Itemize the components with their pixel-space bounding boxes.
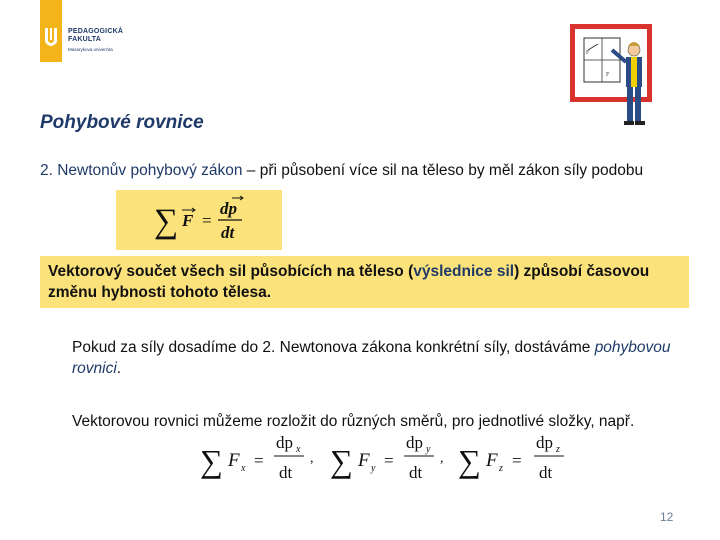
motion-equation-term: pohybovou rovnici [72, 339, 671, 377]
svg-text:∑: ∑ [154, 203, 179, 240]
svg-text:dp: dp [536, 433, 553, 452]
svg-text:F: F [228, 450, 240, 471]
svg-text:∑: ∑ [200, 443, 223, 479]
page-number: 12 [660, 510, 674, 524]
svg-text:dp: dp [276, 433, 293, 452]
svg-text:y: y [426, 444, 431, 455]
svg-text:F: F [358, 450, 370, 471]
resultant-force-term: výslednice sil [413, 263, 515, 280]
svg-text:dt: dt [279, 463, 293, 482]
svg-text:dt: dt [409, 463, 423, 482]
key-statement-text-2: ) způsobí časovou změnu hybnosti tohoto tělesa. [48, 263, 650, 301]
logo-mark [40, 0, 62, 62]
logo-line-3: Masarykova univerzita [68, 47, 113, 52]
component-paragraph: Vektorovou rovnici můžeme rozložit do různých směrů, pro jednotlivé složky, např. [72, 413, 635, 430]
svg-text:,: , [310, 451, 314, 466]
svg-text:=: = [384, 451, 394, 470]
svg-text:dp: dp [406, 433, 423, 452]
svg-text:F: F [606, 72, 610, 78]
slide-title: Pohybové rovnice [40, 112, 204, 133]
svg-text:=: = [202, 211, 212, 230]
svg-text:∑: ∑ [458, 443, 481, 479]
teacher-at-board-illustration [568, 20, 660, 132]
svg-text:y: y [371, 463, 376, 474]
svg-text:=: = [512, 451, 522, 470]
svg-text:F: F [486, 450, 498, 471]
svg-text:dt: dt [221, 223, 235, 242]
svg-text:x: x [296, 444, 301, 455]
law-name: 2. Newtonův pohybový zákon [40, 162, 243, 179]
intro-paragraph [40, 160, 690, 181]
logo-line-2: FAKULTA [68, 36, 102, 43]
svg-text:dt: dt [539, 463, 553, 482]
key-statement-box [40, 256, 689, 308]
svg-text:z: z [499, 463, 503, 474]
motion-equation-end: . [116, 360, 122, 377]
svg-text:x: x [241, 463, 246, 474]
logo-line-1: PEDAGOGICKÁ [68, 28, 124, 35]
motion-equation-text: Pokud za síly dosadíme do 2. Newtonova zákona konkrétní síly, dostáváme [72, 339, 595, 356]
svg-text:F: F [586, 50, 590, 56]
newton-law-formula [116, 190, 282, 250]
motion-equation-paragraph [72, 337, 692, 379]
svg-text:F: F [182, 211, 194, 230]
faculty-logo [40, 0, 170, 62]
svg-text:∑: ∑ [330, 443, 353, 479]
svg-text:dp: dp [220, 199, 237, 218]
svg-text:z: z [556, 444, 560, 455]
university-emblem-icon [43, 28, 59, 50]
logo-text [68, 28, 123, 44]
key-statement [48, 261, 688, 303]
component-equations [200, 428, 590, 488]
key-statement-text-1: Vektorový součet všech sil působících na těleso ( [48, 263, 414, 280]
svg-text:,: , [440, 451, 444, 466]
svg-text:=: = [254, 451, 264, 470]
intro-text: – při působení více sil na těleso by měl zákon síly podobu [242, 162, 644, 179]
